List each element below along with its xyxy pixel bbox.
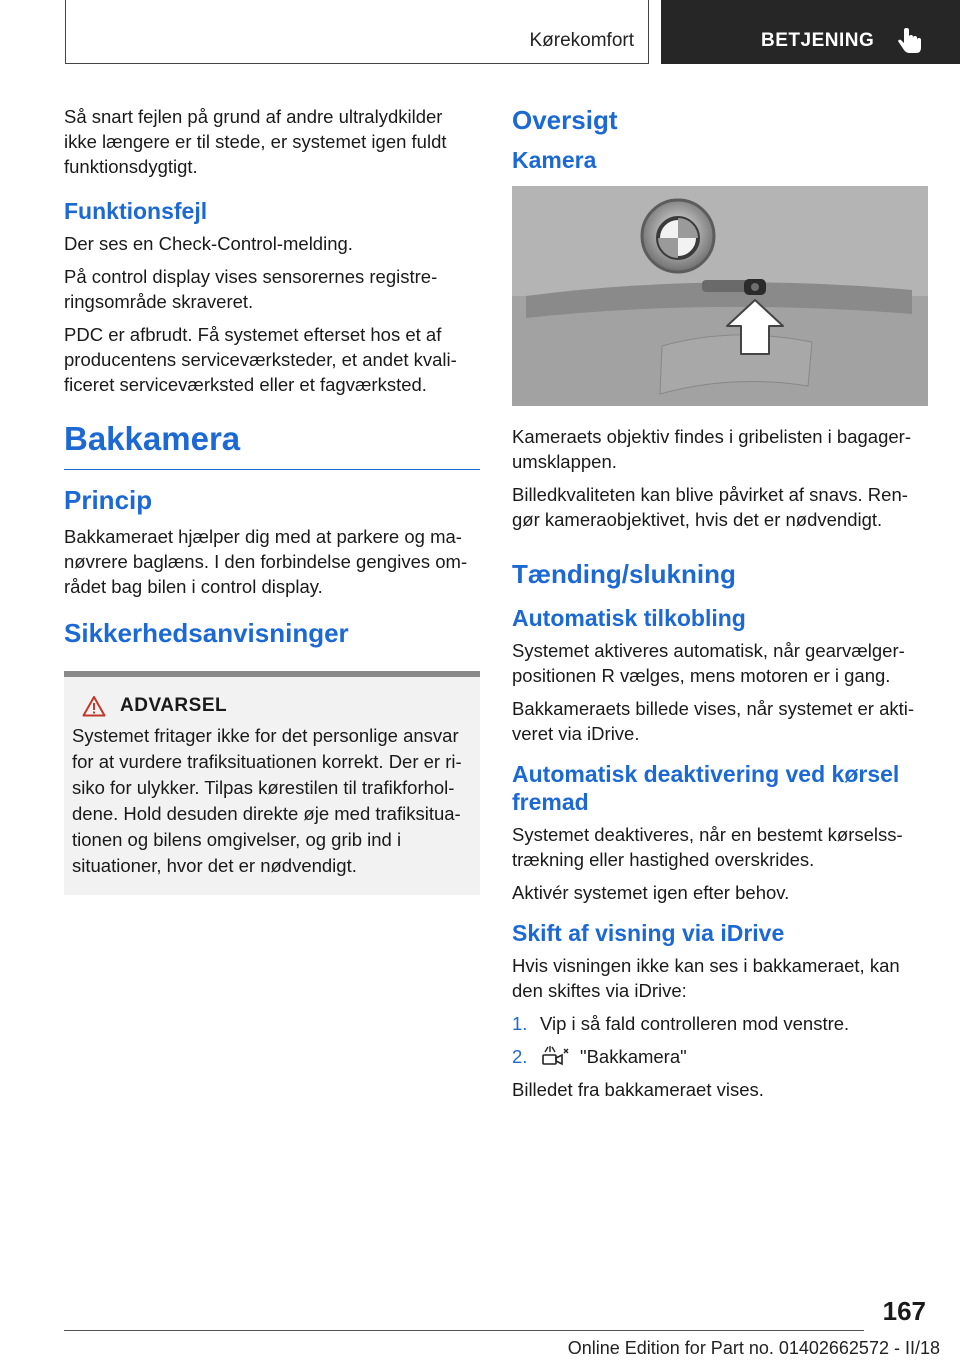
fault-paragraph-2: På control display vises sensorernes registre- ringsområde skraveret. [64, 266, 438, 312]
warning-title: ADVARSEL [120, 695, 228, 716]
principle-heading: Princip [64, 485, 153, 515]
auto-off-heading: Automatisk deaktivering ved kørsel fremad [512, 761, 900, 815]
fault-paragraph-3: PDC er afbrudt. Få systemet efterset hos et af producentens serviceværksteder, et andet kvali- ficeret serviceværksted eller et fagværksted. [64, 324, 457, 395]
auto-off-paragraph-1: Systemet deaktiveres, når en bestemt kørselss- trækning eller hastighed overskrides. [512, 824, 903, 870]
camera-view-icon [540, 1045, 570, 1069]
step-number: 2. [512, 1046, 528, 1067]
auto-on-paragraph-2: Bakkameraets billede vises, når systemet er akti- veret via iDrive. [512, 698, 915, 744]
camera-location-illustration [512, 186, 928, 406]
auto-off-paragraph-2: Aktivér systemet igen efter behov. [512, 882, 790, 903]
step-text: "Bakkamera" [580, 1046, 687, 1067]
list-item [512, 1044, 928, 1069]
hand-pointer-icon [895, 26, 925, 56]
principle-paragraph: Bakkameraet hjælper dig med at parkere og ma- nøvrere baglæns. I den forbindelse gengives om- rådet bag bilen i control display. [64, 526, 468, 597]
camera-paragraph-1: Kameraets objektiv findes i gribelisten i bagager- umsklappen. [512, 426, 911, 472]
steps-list [512, 1011, 928, 1069]
switch-heading: Skift af visning via iDrive [512, 920, 785, 946]
step-text: Vip i så fald controlleren mod venstre. [540, 1013, 850, 1034]
footer-divider [64, 1330, 864, 1331]
footer-edition: Online Edition for Part no. 01402662572 - II/18 [567, 1338, 940, 1358]
camera-location-photo [512, 186, 928, 406]
header-section-title: Kørekomfort [529, 30, 634, 51]
overview-heading: Oversigt [512, 105, 618, 135]
warning-triangle-icon [82, 695, 106, 717]
fault-paragraph-1: Der ses en Check-Control-melding. [64, 233, 353, 254]
step-number: 1. [512, 1013, 528, 1034]
onoff-heading: Tænding/slukning [512, 559, 736, 589]
intro-paragraph: Så snart fejlen på grund af andre ultralydkilder ikke længere er til stede, er systemet igen fuldt funktionsdygtigt. [64, 106, 447, 177]
auto-on-heading: Automatisk tilkobling [512, 605, 746, 631]
result-paragraph: Billedet fra bakkameraet vises. [512, 1079, 764, 1100]
warning-text: Systemet fritager ikke for det personlige ansvar for at vurdere trafiksituationen korrekt. Der er ri- siko for ulykker. Tilpas kørestilen til trafikforhol- dene. Hold desuden direkte øje med trafiksitua- tionen og bilens omgivelser, og grib ind i situationer, hvor det er nødvendigt. [72, 725, 462, 876]
header-section-box [65, 0, 649, 64]
fault-heading: Funktionsfejl [64, 198, 208, 224]
warning-title-row [72, 695, 472, 717]
right-column [512, 104, 928, 1110]
header-chapter-tab [661, 0, 960, 64]
page-number: 167 [882, 1296, 926, 1326]
list-item [512, 1011, 928, 1036]
header-chapter-title: BETJENING [761, 30, 875, 51]
safety-heading: Sikkerhedsanvisninger [64, 618, 349, 648]
left-column [64, 104, 480, 895]
camera-paragraph-2: Billedkvaliteten kan blive påvirket af snavs. Ren- gør kameraobjektivet, hvis det er nødvendigt. [512, 484, 908, 530]
switch-paragraph: Hvis visningen ikke kan ses i bakkameraet, kan den skiftes via iDrive: [512, 955, 900, 1001]
camera-heading: Kamera [512, 147, 597, 173]
main-heading: Bakkamera [64, 419, 480, 470]
auto-on-paragraph-1: Systemet aktiveres automatisk, når gearvælger- positionen R vælges, mens motoren er i gang. [512, 640, 905, 686]
warning-box [64, 671, 480, 895]
